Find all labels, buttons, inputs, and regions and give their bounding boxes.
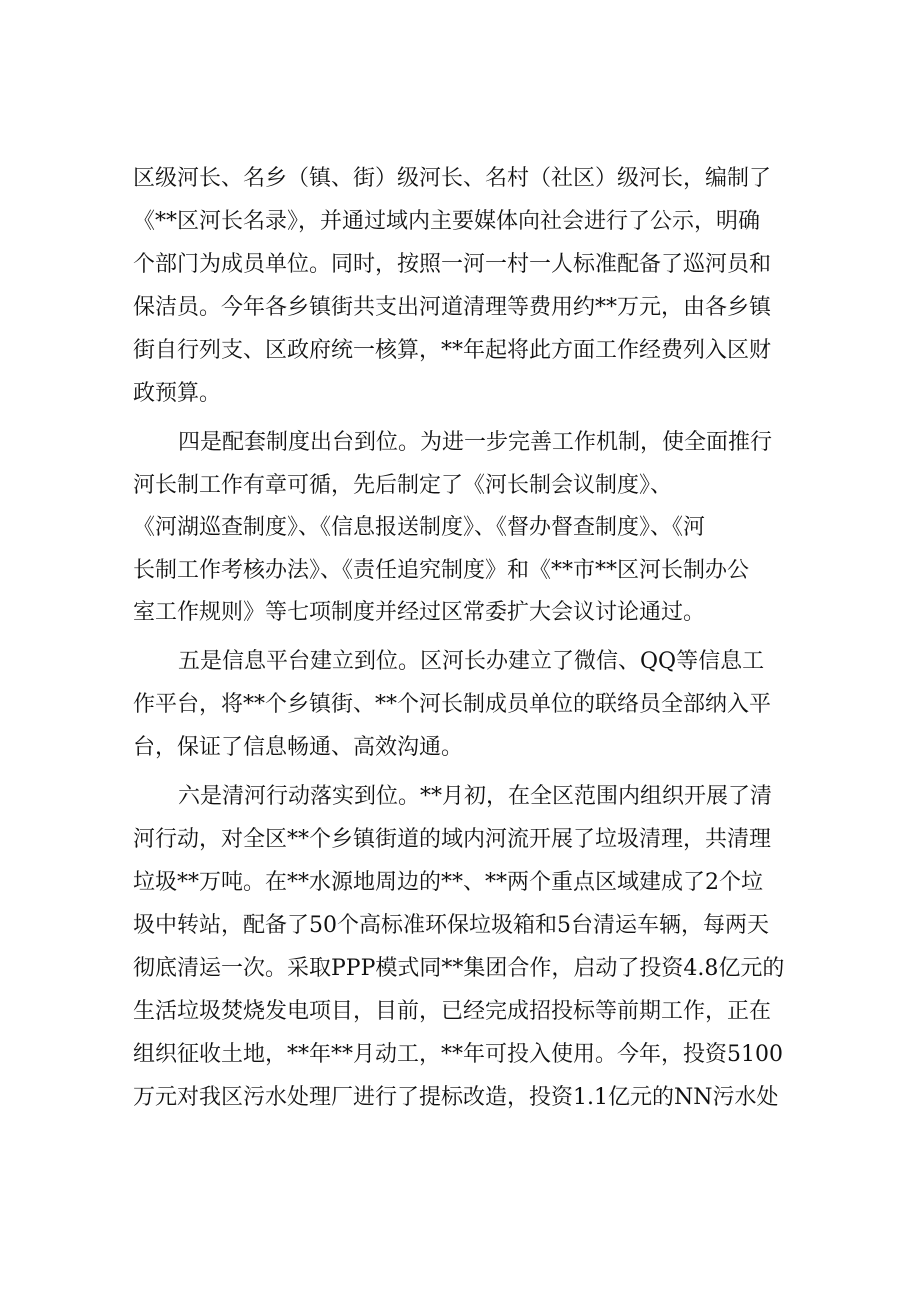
text-line: 圾中转站，配备了50个高标准环保垃圾箱和5台清运车辆，每两天 xyxy=(133,913,769,938)
text-line: 作平台，将**个乡镇街、**个河长制成员单位的联络员全部纳入平 xyxy=(133,692,772,717)
text-line: 《河湖巡查制度》、《信息报送制度》、《督办督查制度》、《河 xyxy=(133,515,706,540)
text-line: 河长制工作有章可循，先后制定了《河长制会议制度》、 xyxy=(133,473,673,498)
text-line: 河行动，对全区**个乡镇街道的域内河流开展了垃圾清理，共清理 xyxy=(133,827,772,852)
text-line: 室工作规则》等七项制度并经过区常委扩大会议讨论通过。 xyxy=(133,600,706,625)
text-line: 《**区河长名录》，并通过域内主要媒体向社会进行了公示，明确 xyxy=(133,209,761,234)
text-line: 区级河长、名乡（镇、街）级河长、名村（社区）级河长，编制了 xyxy=(133,166,772,191)
text-line: 四是配套制度出台到位。为进一步完善工作机制，使全面推行 xyxy=(178,430,773,455)
text-line: 台，保证了信息畅通、高效沟通。 xyxy=(133,735,464,760)
text-line: 六是清河行动落实到位。**月初，在全区范围内组织开展了清 xyxy=(178,784,773,809)
text-line: 生活垃圾焚烧发电项目，目前，已经完成招投标等前期工作，正在 xyxy=(133,999,772,1024)
text-line: 街自行列支、区政府统一核算，**年起将此方面工作经费列入区财 xyxy=(133,338,772,363)
text-line: 组织征收土地，**年**月动工，**年可投入使用。今年，投资5100 xyxy=(133,1042,783,1067)
text-line: 政预算。 xyxy=(133,381,222,406)
text-line: 彻底清运一次。采取PPP模式同**集团合作，启动了投资4.8亿元的 xyxy=(133,956,785,981)
text-line: 个部门为成员单位。同时，按照一河一村一人标准配备了巡河员和 xyxy=(133,252,772,277)
text-line: 垃圾**万吨。在**水源地周边的**、**两个重点区域建成了2个垃 xyxy=(133,870,763,895)
text-line: 保洁员。今年各乡镇街共支出河道清理等费用约**万元，由各乡镇 xyxy=(133,295,772,320)
text-line: 长制工作考核办法》、《责任追究制度》和《**市**区河长制办公 xyxy=(133,558,750,583)
text-line: 五是信息平台建立到位。区河长办建立了微信、QQ等信息工 xyxy=(178,649,765,674)
text-line: 万元对我区污水处理厂进行了提标改造，投资1.1亿元的NN污水处 xyxy=(133,1085,779,1110)
